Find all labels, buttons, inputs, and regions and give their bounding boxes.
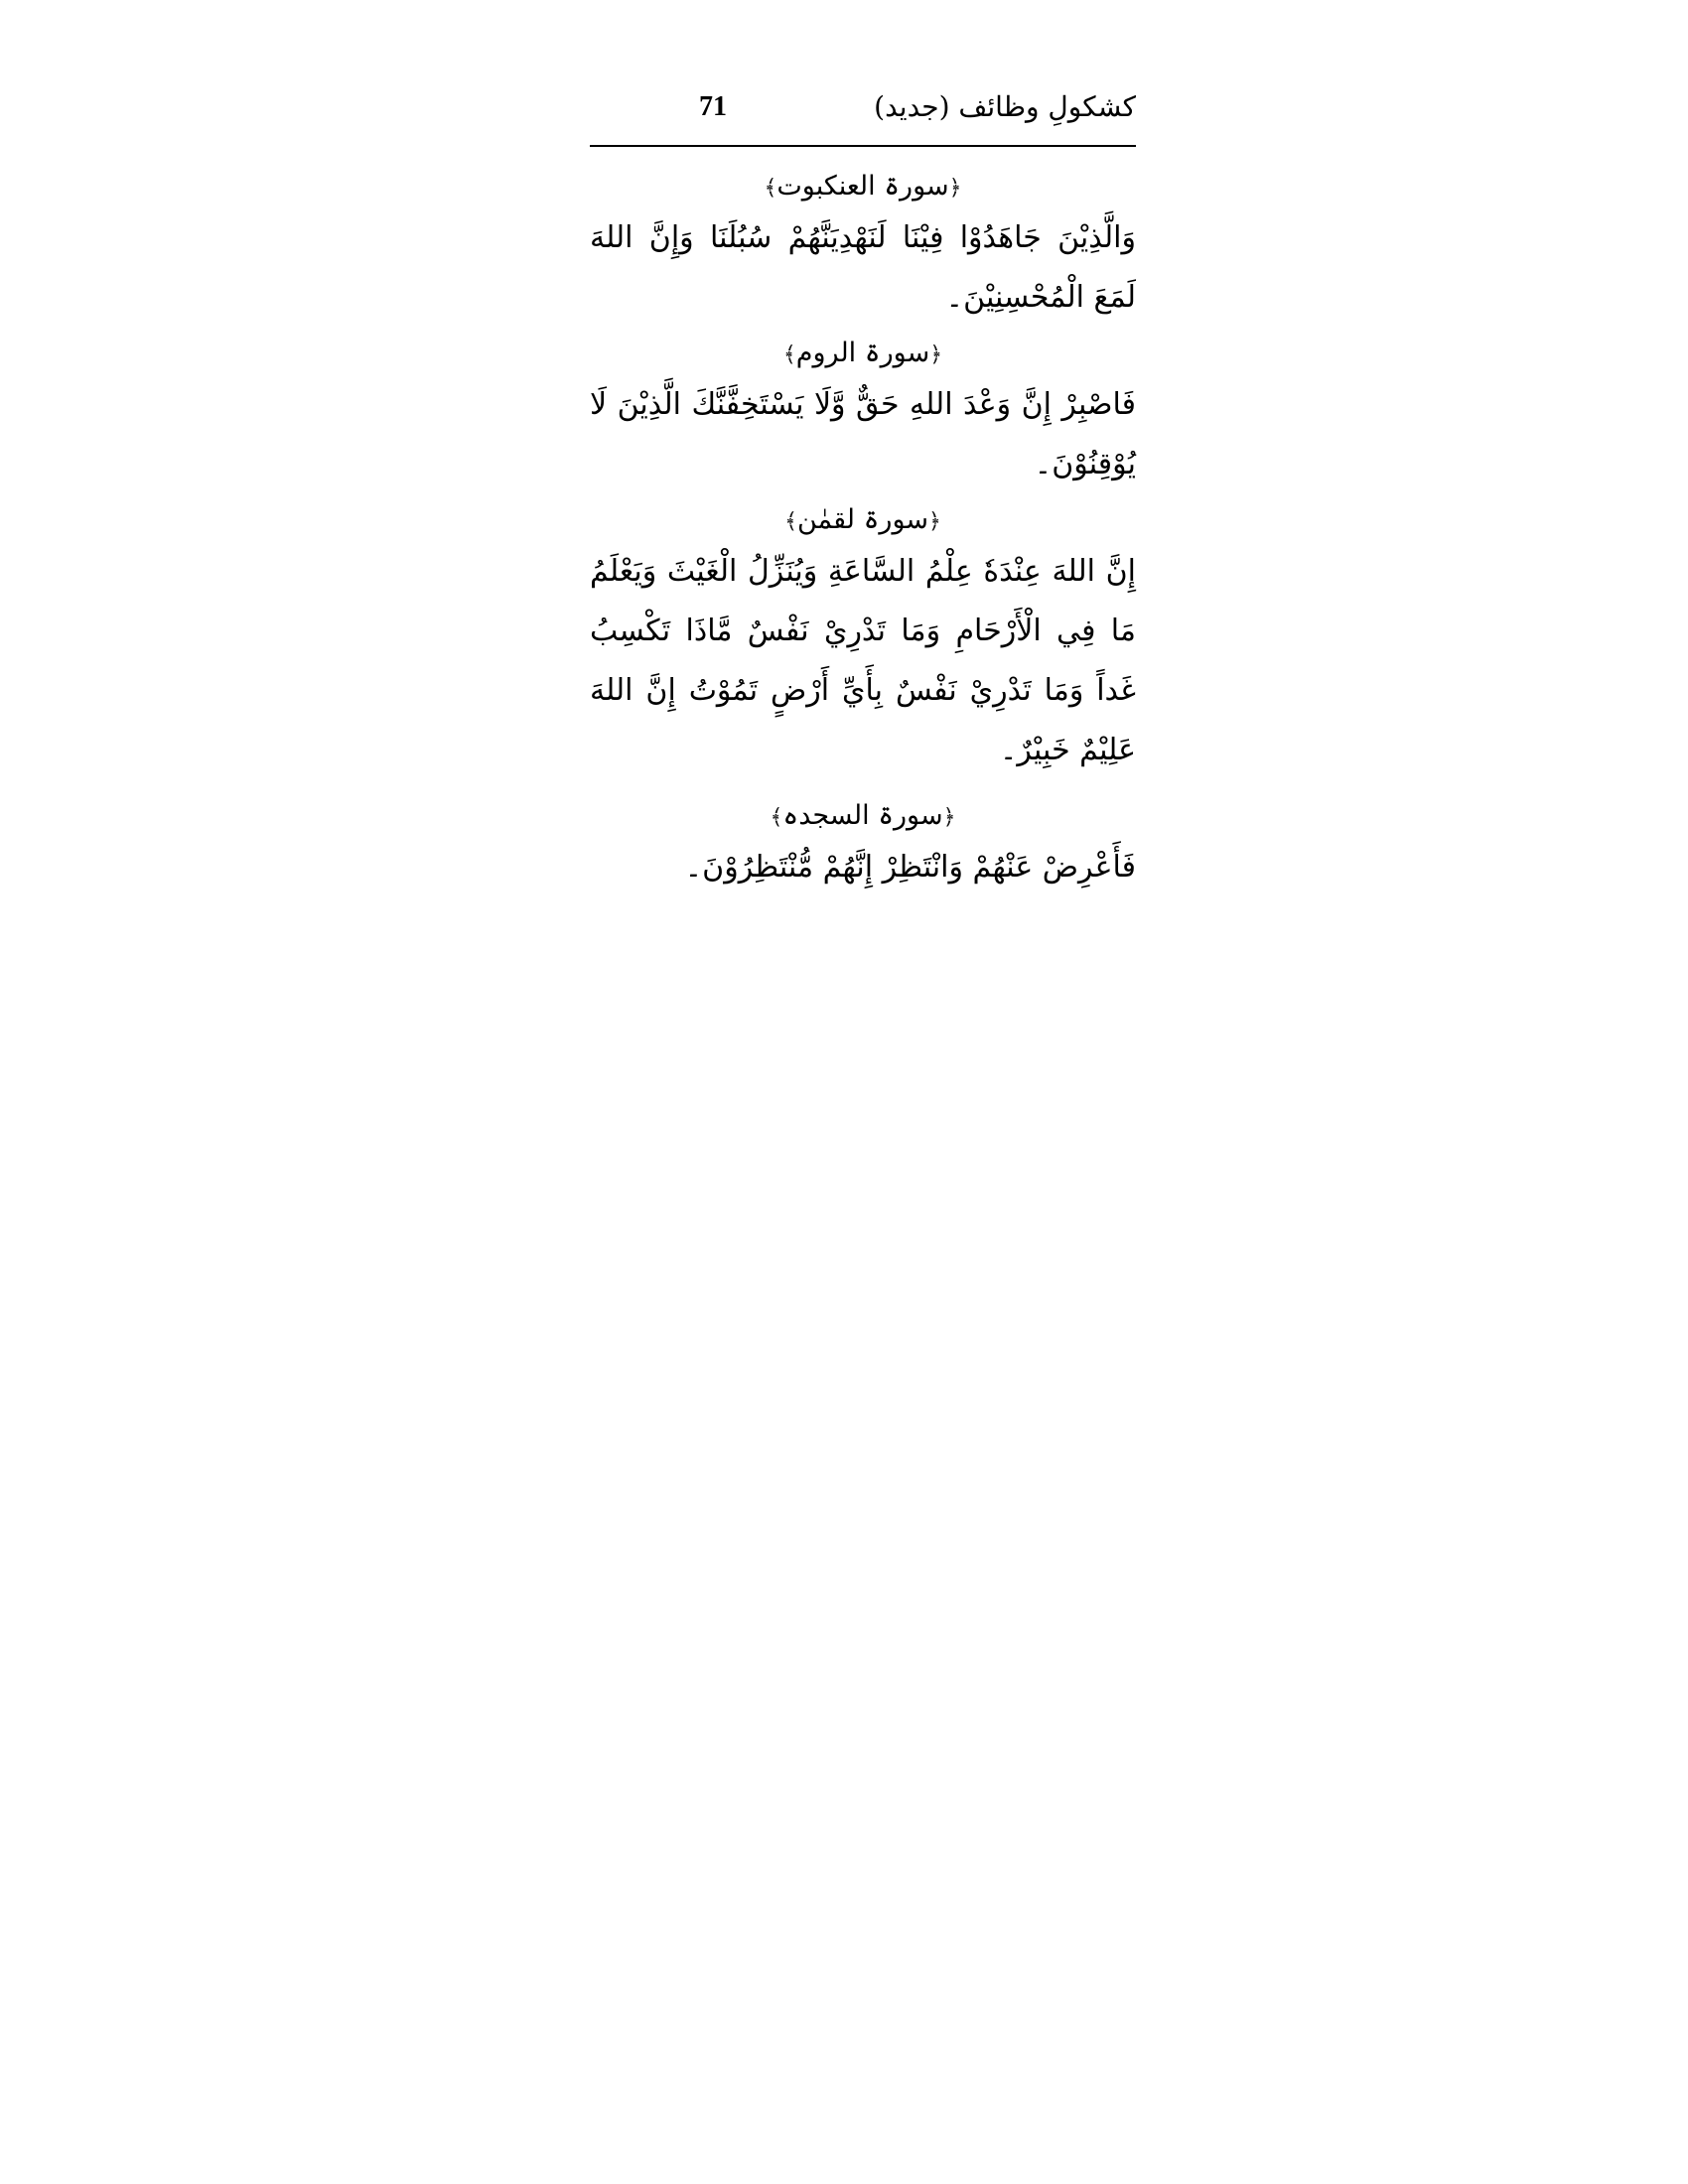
ornamental-bracket-open: ﴿ [929,342,943,367]
section-ankabut [590,165,1136,328]
ornamental-bracket-close: ﴾ [782,342,796,367]
section-rum [590,332,1136,494]
ornamental-bracket-close: ﴾ [784,509,797,534]
page-column [590,79,1136,973]
surah-sections [590,165,1136,901]
verse-text: إِنَّ اللهَ عِنْدَهٗ عِلْمُ السَّاعَةِ وَيُنَزِّلُ الْغَيْثَ وَيَعْلَمُ مَا فِي الْأَرْحَامِ وَمَا تَدْرِيْ نَفْسٌ مَّاذَا تَكْسِبُ غَداً وَمَا تَدْرِيْ نَفْسٌ بِأَيِّ أَرْضٍ تَمُوْتُ إِنَّ اللهَ عَلِيْمٌ خَبِيْرٌ۔ [590,554,1136,767]
verse-text: فَأَعْرِضْ عَنْهُمْ وَانْتَظِرْ إِنَّهُمْ مُّنْتَظِرُوْنَ۔ [684,850,1136,885]
verse-text: وَالَّذِيْنَ جَاهَدُوْا فِيْنَا لَنَهْدِيَنَّهُمْ سُبُلَنَا وَإِنَّ اللهَ لَمَعَ الْمُحْسِنِيْنَ۔ [590,220,1136,315]
surah-heading [590,332,1136,375]
ornamental-bracket-close: ﴾ [764,176,777,201]
section-spacer [590,784,1136,794]
surah-heading-text: سورۃ الروم [795,338,930,368]
surah-heading [590,498,1136,542]
ornamental-bracket-open: ﴿ [948,176,962,201]
surah-heading-text: سورۃ العنکبوت [776,171,949,202]
section-luqman [590,498,1136,780]
page-number: 71 [699,91,727,122]
ornamental-bracket-open: ﴿ [942,805,956,830]
surah-heading-text: سورۃ لقمٰن [796,504,929,535]
verse-text: فَاصْبِرْ إِنَّ وَعْدَ اللهِ حَقٌّ وَّلَا يَسْتَخِفَّنَّكَ الَّذِيْنَ لَا يُوْقِنُوْنَ۔ [590,387,1136,481]
surah-heading [590,165,1136,208]
section-sajdah [590,794,1136,897]
header-divider [590,145,1136,147]
book-title: کشکولِ وظائف (جدید) [874,90,1136,123]
ornamental-bracket-open: ﴿ [928,509,941,534]
running-header [590,79,1136,145]
ornamental-bracket-close: ﴾ [770,805,783,830]
surah-heading-text: سورۃ السجدہ [782,800,943,831]
surah-heading [590,794,1136,838]
